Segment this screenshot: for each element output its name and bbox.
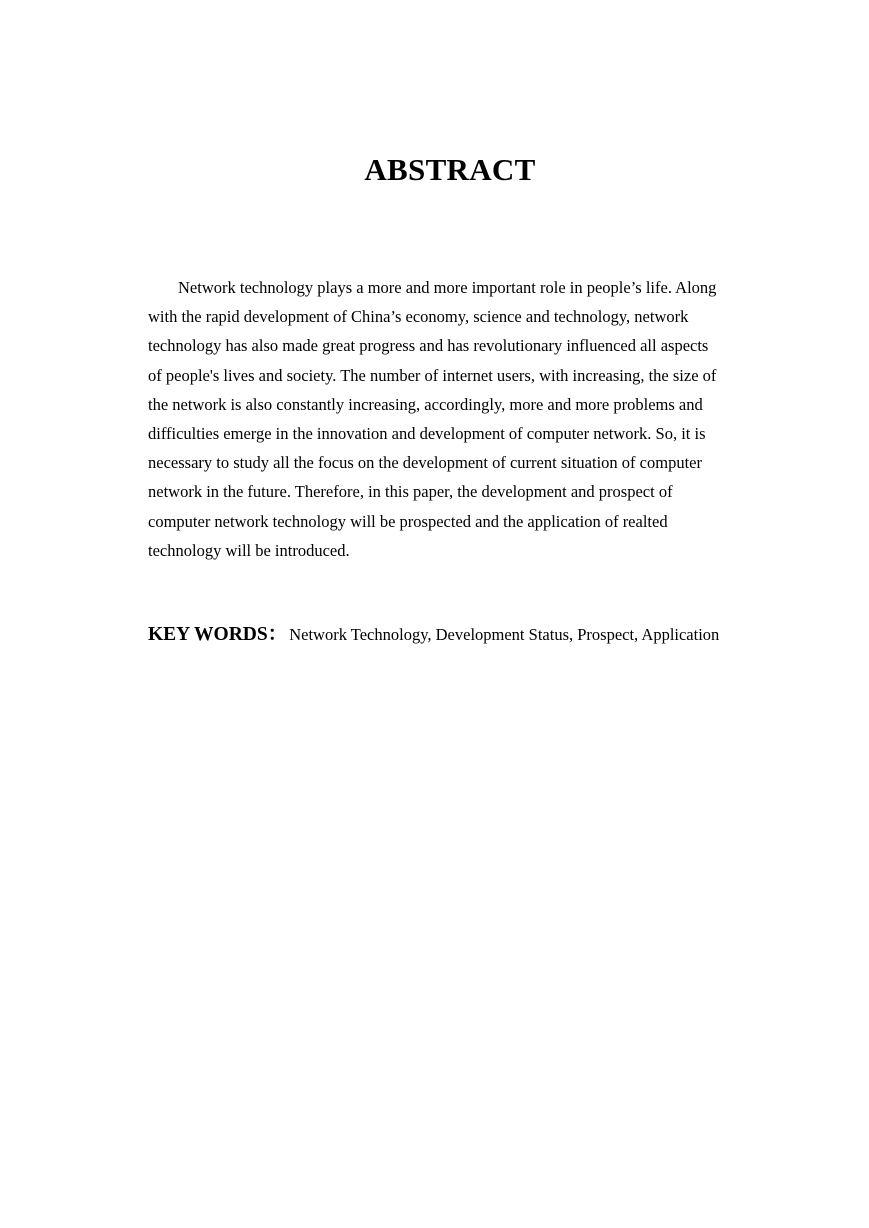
abstract-paragraph	[148, 273, 756, 565]
keywords-list: Network Technology, Development Status, Prospect, Application	[289, 625, 720, 644]
abstract-line: the network is also constantly increasing, accordingly, more and more problems and	[148, 394, 703, 414]
keywords-section	[148, 620, 828, 650]
abstract-line: network in the future. Therefore, in this paper, the development and prospect of	[148, 482, 673, 502]
abstract-line: difficulties emerge in the innovation and development of computer network. So, it is	[148, 424, 706, 444]
abstract-line: Network technology plays a more and more important role in people’s life. Along	[178, 278, 717, 297]
page-title: ABSTRACT	[364, 152, 536, 187]
abstract-line: with the rapid development of China’s economy, science and technology, network	[148, 307, 689, 327]
abstract-line: computer network technology will be prospected and the application of realted	[148, 511, 668, 531]
keywords-label: KEY WORDS：	[148, 624, 288, 645]
abstract-line: technology will be introduced.	[148, 540, 350, 560]
abstract-line: technology has also made great progress and has revolutionary influenced all aspects	[148, 336, 709, 356]
abstract-line: of people's lives and society. The number of internet users, with increasing, the size of	[148, 365, 717, 385]
abstract-line: necessary to study all the focus on the development of current situation of computer	[148, 453, 702, 473]
